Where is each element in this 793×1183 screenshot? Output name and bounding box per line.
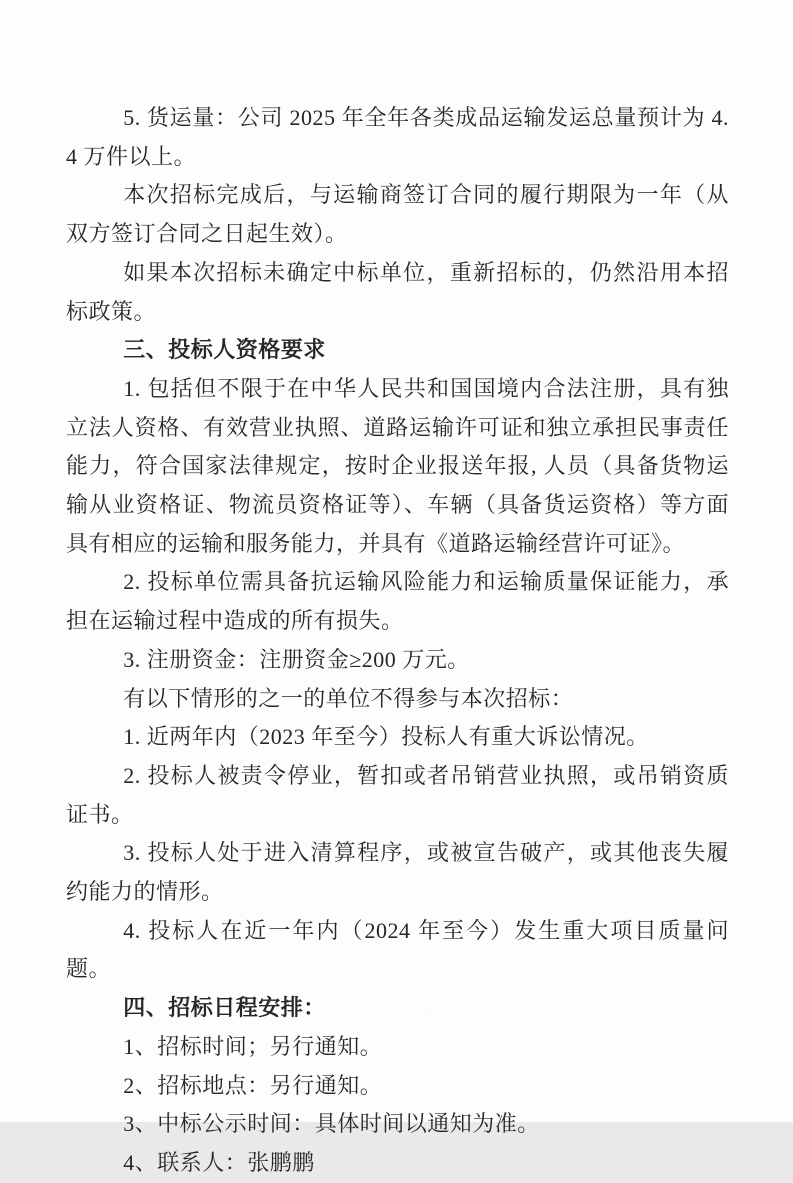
paragraph: 本次招标完成后，与运输商签订合同的履行期限为一年（从双方签订合同之日起生效）。 <box>66 182 729 247</box>
paragraph: 4、联系人：张鹏鹏 <box>123 1149 315 1175</box>
paragraph: 3、中标公示时间：具体时间以通知为准。 <box>123 1111 540 1137</box>
paragraph: 1. 近两年内（2023 年至今）投标人有重大诉讼情况。 <box>123 724 649 750</box>
section-heading: 三、投标人资格要求 <box>123 337 326 363</box>
paragraph: 1、招标时间；另行通知。 <box>123 1033 383 1059</box>
paragraph: 2. 投标单位需具备抗运输风险能力和运输质量保证能力，承担在运输过程中造成的所有损失。 <box>66 569 729 634</box>
paragraph: 2. 投标人被责令停业，暂扣或者吊销营业执照，或吊销资质证书。 <box>66 762 729 827</box>
paragraph: 5. 货运量：公司 2025 年全年各类成品运输发运总量预计为 4.4 万件以上。 <box>66 105 729 169</box>
paragraph: 3. 投标人处于进入清算程序，或被宣告破产，或其他丧失履约能力的情形。 <box>66 840 729 905</box>
paragraph: 1. 包括但不限于在中华人民共和国国境内合法注册，具有独立法人资格、有效营业执照、道路运输许可证和独立承担民事责任能力，符合国家法律规定，按时企业报送年报, 人员（具备货物运输从业资格证、物流员资格证等）、车辆（具备货运资格）等方面具有相应的运输和服务能力，并具有《道路运输经营许可证》。 <box>66 375 729 556</box>
paragraph: 有以下情形的之一的单位不得参与本次招标： <box>123 685 574 711</box>
paragraph: 如果本次招标未确定中标单位，重新招标的，仍然沿用本招标政策。 <box>66 259 729 324</box>
section-heading: 四、招标日程安排： <box>123 995 326 1021</box>
paragraph: 2、招标地点：另行通知。 <box>123 1072 383 1098</box>
paragraph: 3. 注册资金：注册资金≥200 万元。 <box>123 646 470 672</box>
paragraph: 4. 投标人在近一年内（2024 年至今）发生重大项目质量问题。 <box>66 917 729 982</box>
